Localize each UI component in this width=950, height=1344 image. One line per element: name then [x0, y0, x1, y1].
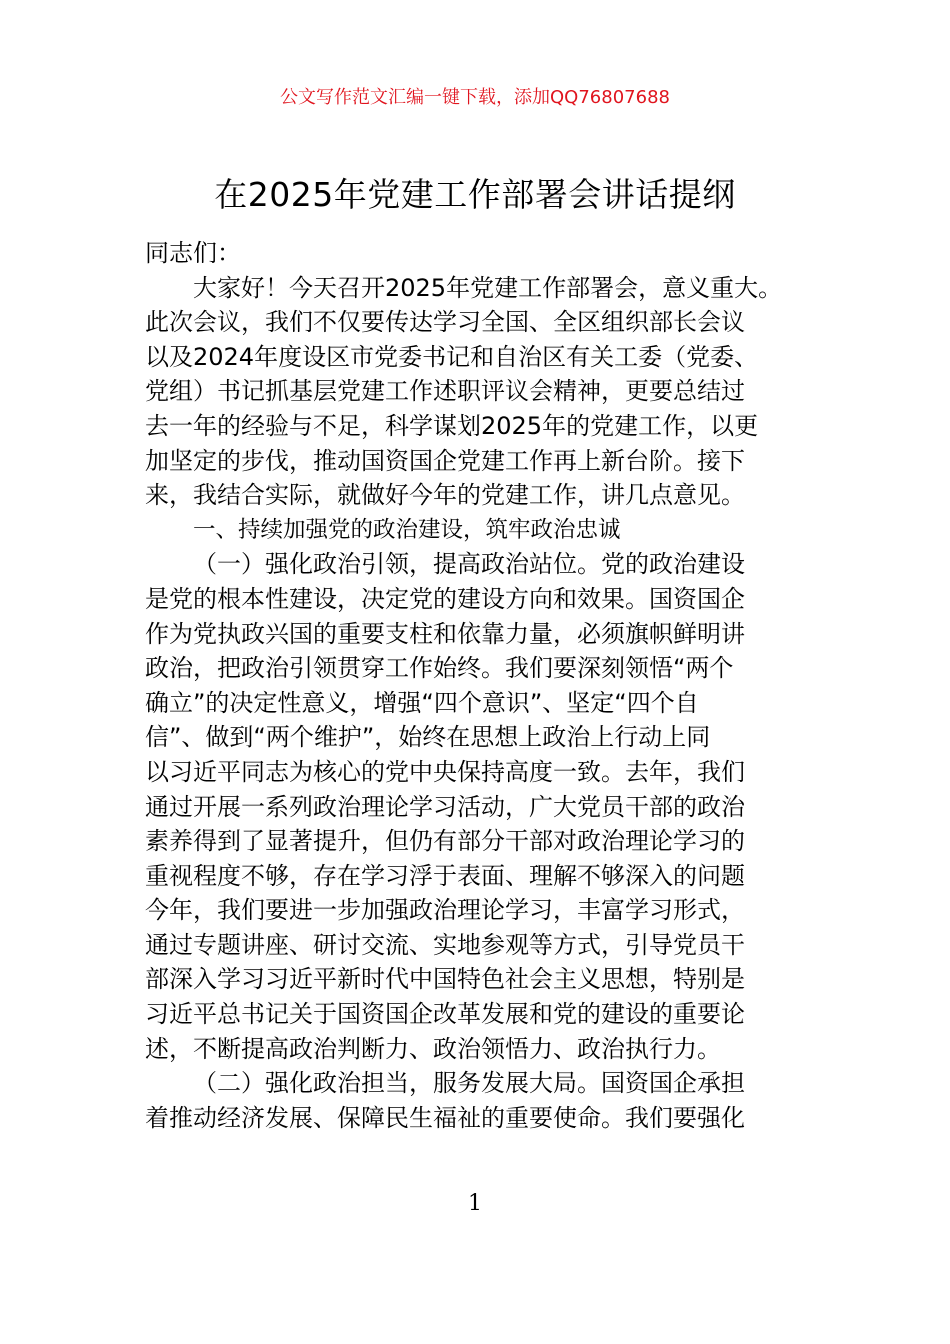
body-line: 大家好！今天召开2025年党建工作部署会，意义重大。: [193, 273, 783, 302]
body-line: 素养得到了显著提升，但仍有部分干部对政治理论学习的: [145, 827, 745, 856]
body-line: 述，不断提高政治判断力、政治领悟力、政治执行力。: [145, 1034, 721, 1063]
body-line: 以及2024年度设区市党委书记和自治区有关工委（党委、: [145, 342, 759, 371]
body-line: 此次会议，我们不仅要传达学习全国、全区组织部长会议: [145, 308, 745, 337]
download-notice: 公文写作范文汇编一键下载，添加QQ76807688: [280, 87, 670, 108]
page-number: 1: [468, 1191, 482, 1216]
body-line: 来，我结合实际，就做好今年的党建工作，讲几点意见。: [145, 481, 745, 510]
document-title: 在2025年党建工作部署会讲话提纲: [214, 175, 736, 214]
body-line: 确立”的决定性意义，增强“四个意识”、坚定“四个自: [145, 688, 699, 717]
body-line: 重视程度不够，存在学习浮于表面、理解不够深入的问题: [145, 861, 745, 890]
body-line: 是党的根本性建设，决定党的建设方向和效果。国资国企: [145, 584, 745, 613]
body-line: （二）强化政治担当，服务发展大局。国资国企承担: [193, 1069, 745, 1098]
section-heading: 一、持续加强党的政治建设，筑牢政治忠诚: [193, 516, 621, 543]
body-line: 作为党执政兴国的重要支柱和依靠力量，必须旗帜鲜明讲: [145, 619, 745, 648]
body-line: 党组）书记抓基层党建工作述职评议会精神，更要总结过: [145, 377, 745, 406]
body-line: 信”、做到“两个维护”，始终在思想上政治上行动上同: [145, 723, 711, 752]
body-line: 通过开展一系列政治理论学习活动，广大党员干部的政治: [145, 792, 745, 821]
body-line: 习近平总书记关于国资国企改革发展和党的建设的重要论: [145, 1000, 745, 1029]
body-line: 去一年的经验与不足，科学谋划2025年的党建工作，以更: [145, 411, 759, 440]
body-line: 加坚定的步伐，推动国资国企党建工作再上新台阶。接下: [145, 446, 745, 475]
document-body: [145, 236, 820, 1135]
body-line: 部深入学习习近平新时代中国特色社会主义思想，特别是: [145, 965, 745, 994]
salutation: 同志们：: [145, 239, 241, 267]
body-line: 政治，把政治引领贯穿工作始终。我们要深刻领悟“两个: [145, 654, 734, 683]
body-line: 今年，我们要进一步加强政治理论学习，丰富学习形式，: [145, 896, 745, 925]
body-line: 通过专题讲座、研讨交流、实地参观等方式，引导党员干: [145, 930, 745, 959]
body-line: （一）强化政治引领，提高政治站位。党的政治建设: [193, 550, 745, 579]
body-line: 以习近平同志为核心的党中央保持高度一致。去年，我们: [145, 757, 745, 786]
body-line: 着推动经济发展、保障民生福祉的重要使命。我们要强化: [145, 1103, 745, 1132]
